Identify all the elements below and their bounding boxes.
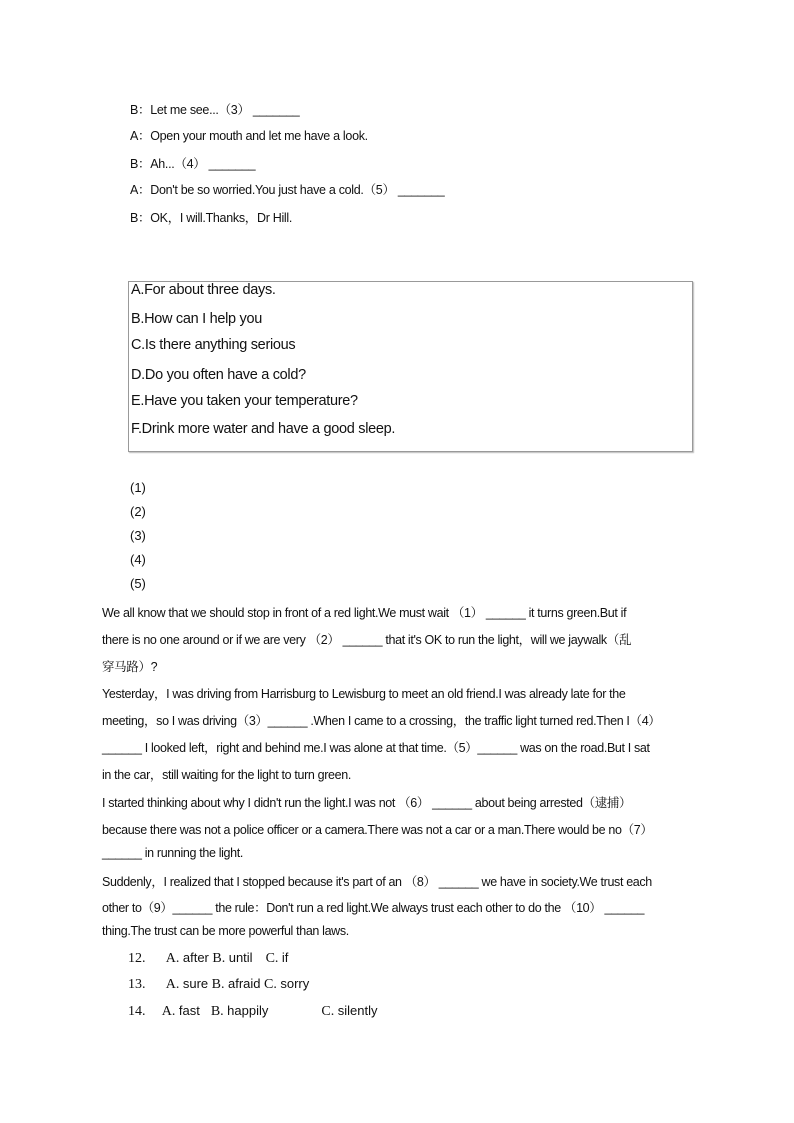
- option-item: D.Do you often have a cold?: [131, 367, 306, 383]
- option-c-text: silently: [337, 1003, 378, 1018]
- dialogue-line: B：Let me see...（3） _______: [130, 103, 300, 117]
- dialogue-line: A：Open your mouth and let me have a look.: [130, 129, 368, 143]
- option-c-text: sorry: [280, 976, 310, 991]
- question-number: 14.: [128, 1004, 146, 1019]
- option-a-letter: A.: [165, 951, 180, 966]
- passage-line: Yesterday，I was driving from Harrisburg to Lewisburg to meet an old friend.I was already late for the: [102, 687, 626, 701]
- dialogue-line: B：OK，I will.Thanks，Dr Hill.: [130, 211, 293, 225]
- passage-line: I started thinking about why I didn't run the light.I was not （6） ______ about being arrested（逮捕）: [102, 796, 632, 810]
- answer-slot: (3): [130, 528, 146, 543]
- option-item: C.Is there anything serious: [131, 337, 296, 353]
- answer-slot: (5): [130, 576, 146, 591]
- option-c-text: if: [281, 950, 289, 965]
- passage-line: thing.The trust can be more powerful than laws.: [102, 924, 349, 938]
- option-item: E.Have you taken your temperature?: [131, 393, 358, 409]
- options-box: [128, 281, 693, 452]
- question-12: [128, 950, 288, 967]
- option-a-text: after: [182, 950, 209, 965]
- passage-line: We all know that we should stop in front of a red light.We must wait （1） ______ it turns green.But if: [102, 606, 627, 620]
- passage-line: there is no one around or if we are very （2） ______ that it's OK to run the light，will we jaywalk（乱: [102, 633, 632, 647]
- option-c-letter: C.: [264, 977, 277, 992]
- option-a-text: sure: [182, 976, 209, 991]
- passage-line: Suddenly，I realized that I stopped because it's part of an （8） ______ we have in society.We trust each: [102, 875, 652, 889]
- option-c-letter: C.: [321, 1004, 335, 1019]
- option-b-text: afraid: [228, 976, 261, 991]
- option-b-text: happily: [227, 1003, 269, 1018]
- dialogue-line: A：Don't be so worried.You just have a cold.（5） _______: [130, 183, 445, 197]
- option-item: B.How can I help you: [131, 311, 263, 327]
- passage-line: 穿马路）?: [102, 660, 158, 674]
- option-b-letter: B.: [211, 977, 225, 992]
- answer-slot: (4): [130, 552, 146, 567]
- question-number: 13.: [128, 977, 146, 992]
- dialogue-line: B：Ah...（4） _______: [130, 157, 256, 171]
- passage-line: ______ in running the light.: [102, 846, 244, 860]
- passage-line: ______ I looked left，right and behind me.I was alone at that time.（5）______ was on the road.But I sat: [102, 741, 650, 755]
- option-item: A.For about three days.: [131, 282, 276, 298]
- option-item: F.Drink more water and have a good sleep.: [131, 421, 396, 437]
- option-b-text: until: [228, 950, 253, 965]
- passage-line: because there was not a police officer or a camera.There was not a car or a man.There would be no（7）: [102, 823, 653, 837]
- passage-line: in the car，still waiting for the light to turn green.: [102, 768, 351, 782]
- question-14: [128, 1003, 377, 1020]
- option-a-letter: A.: [161, 1004, 176, 1019]
- option-a-text: fast: [178, 1003, 200, 1018]
- passage-line: other to（9）______ the rule：Don't run a red light.We always trust each other to do the （10） ______: [102, 901, 645, 915]
- question-number: 12.: [128, 951, 146, 966]
- passage-line: meeting，so I was driving（3）______ .When I came to a crossing，the traffic light turned red.Then I（4）: [102, 714, 661, 728]
- question-13: [128, 976, 309, 993]
- answer-slot: (2): [130, 504, 146, 519]
- answer-slot: (1): [130, 480, 146, 495]
- option-c-letter: C.: [265, 951, 279, 966]
- option-a-letter: A.: [165, 977, 180, 992]
- option-b-letter: B.: [210, 1004, 224, 1019]
- option-b-letter: B.: [212, 951, 226, 966]
